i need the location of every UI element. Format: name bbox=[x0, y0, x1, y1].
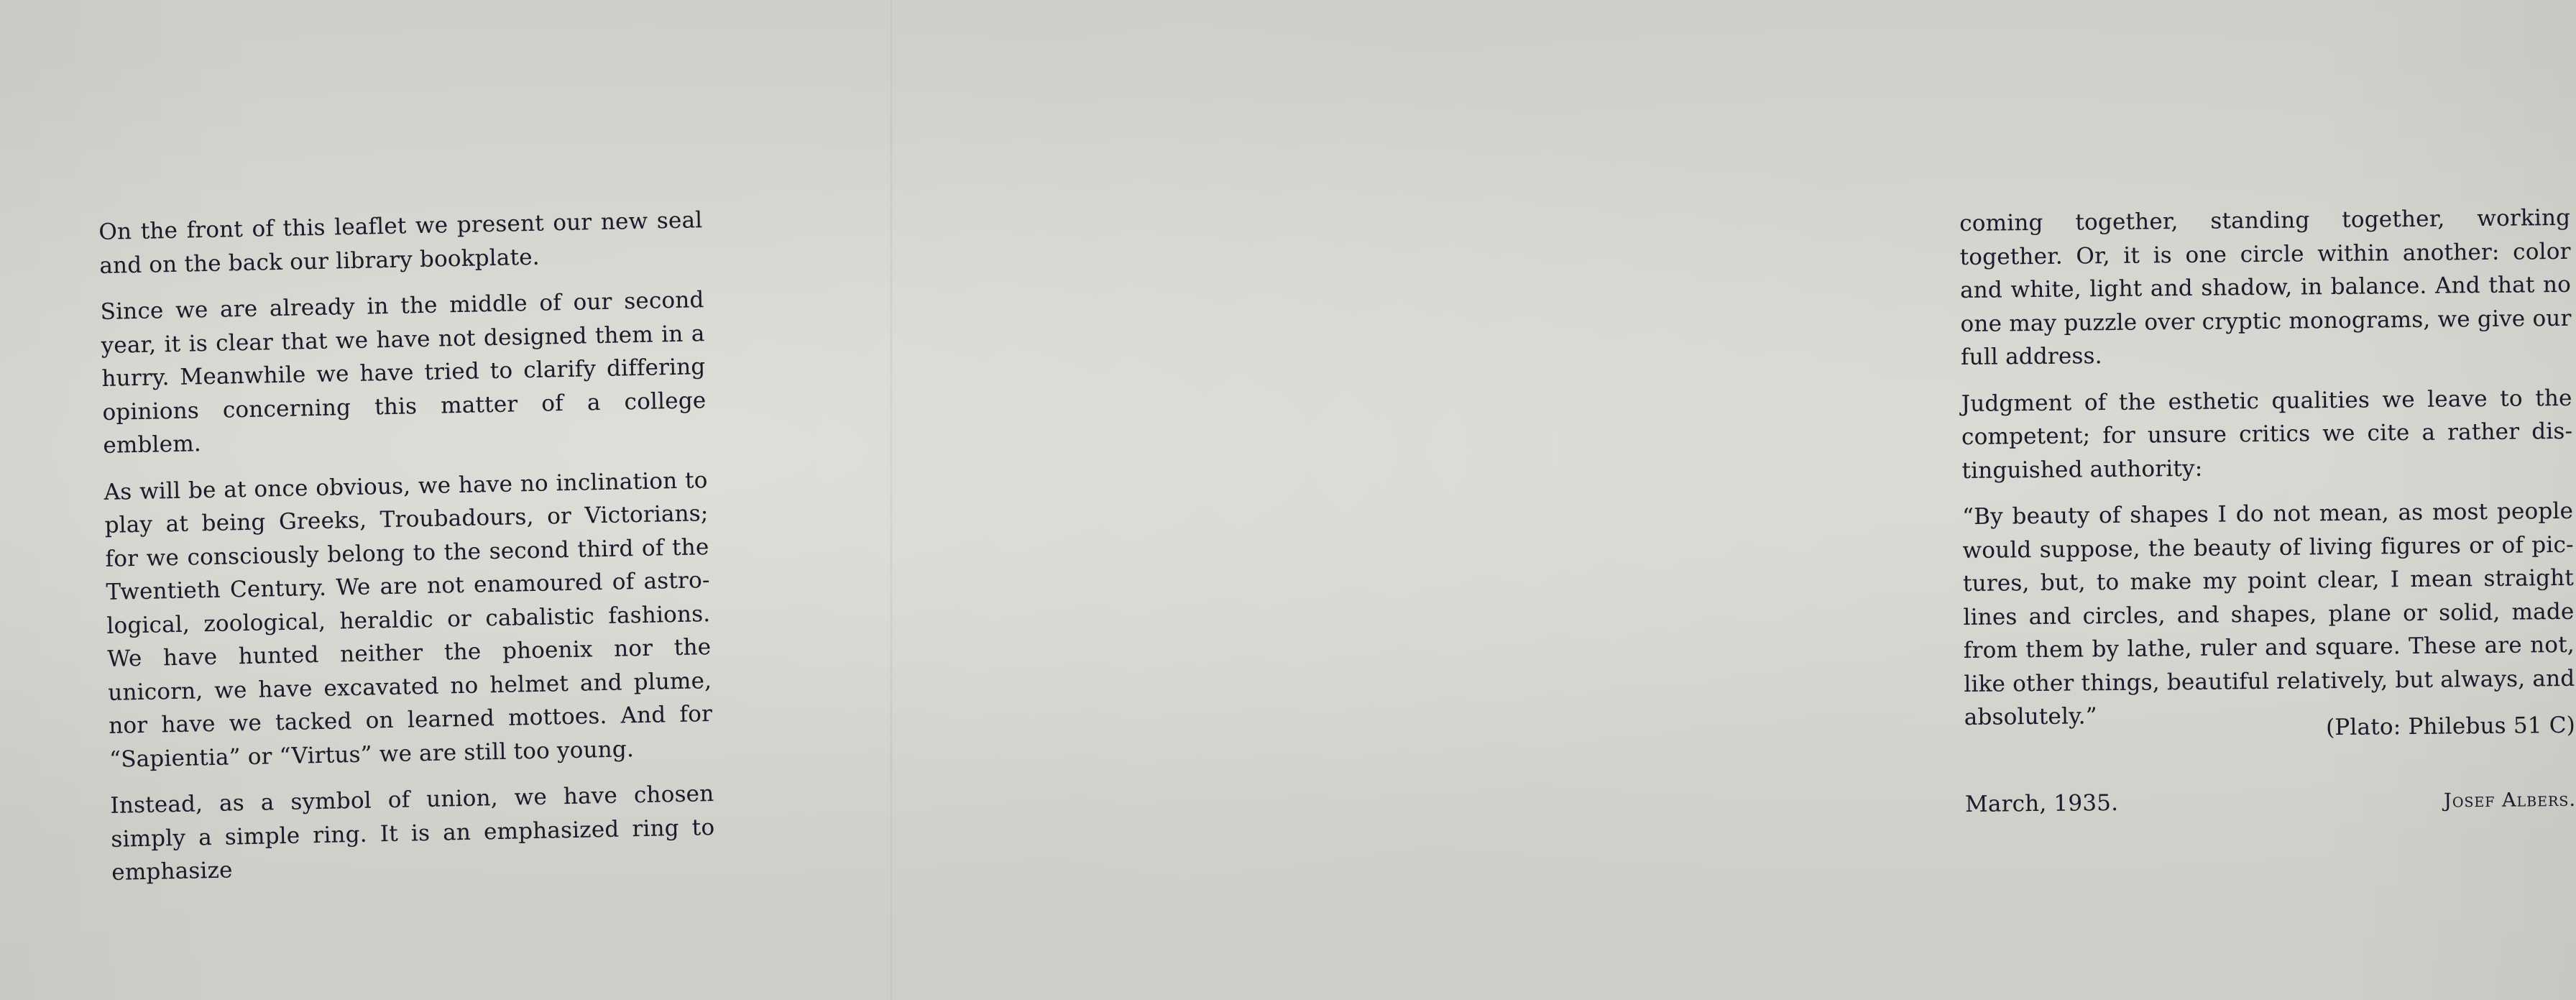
left-page-text bbox=[98, 203, 716, 902]
quote-attribution-line bbox=[1964, 708, 2575, 748]
paragraph-second-year: Since we are already in the middle of our second year, it is clear that we have not designed them in a hurry. Meanwhile we have tried to clarify differing opinions concerning this matter of a college emblem. bbox=[100, 287, 707, 459]
paragraph-symbol-of-union: Instead, as a symbol of union, we have chosen simply a simple ring. It is an emphasized ring to emphasize bbox=[110, 780, 715, 886]
plato-quote: “By beauty of shapes I do not mean, as most people would suppose, the beauty of living figures or of pictures, but, to make my point clear, I mean straight lines and circles, and shapes, plane or solid, made from them by lathe, ruler and square. These are not, like other things, beautiful relatively, but always, and absolutely.” bbox=[1961, 497, 2575, 730]
paragraph-inclination: As will be at once obvious, we have no inclination to play at being Greeks, Troubadours, or Victorians; for we consciously belong to the second third of the Twentieth Century. We are not enamoured of astrological, zoological, heraldic or cabalistic fashions. We have hunted neither the phoenix nor the unicorn, we have excavated no helmet and plume, nor have we tacked on learned mottoes. And for “Sapientia” or “Virtus” we are still too young. bbox=[104, 467, 713, 773]
quote-attribution: (Plato: Philebus 51 C) bbox=[2325, 712, 2576, 740]
paragraph-seal-intro: On the front of this leaflet we present our new seal and on the back our library bookplate. bbox=[98, 207, 703, 279]
right-page bbox=[891, 0, 2576, 1000]
signature: Josef Albers. bbox=[2443, 788, 2576, 812]
date: March, 1935. bbox=[1964, 789, 2119, 817]
footer-line bbox=[1965, 782, 2576, 823]
left-page bbox=[0, 0, 891, 1000]
paragraph-coming-together: coming together, standing together, working together. Or, it is one circle within another: color and white, light and shadow, in balance. And that no one may puzzle over cryptic monograms, we give our full address. bbox=[1959, 204, 2572, 370]
paragraph-judgment: Judgment of the esthetic qualities we leave to the competent; for unsure critics we cite a rather distinguished authority: bbox=[1961, 385, 2573, 484]
right-page-text bbox=[1959, 201, 2576, 823]
